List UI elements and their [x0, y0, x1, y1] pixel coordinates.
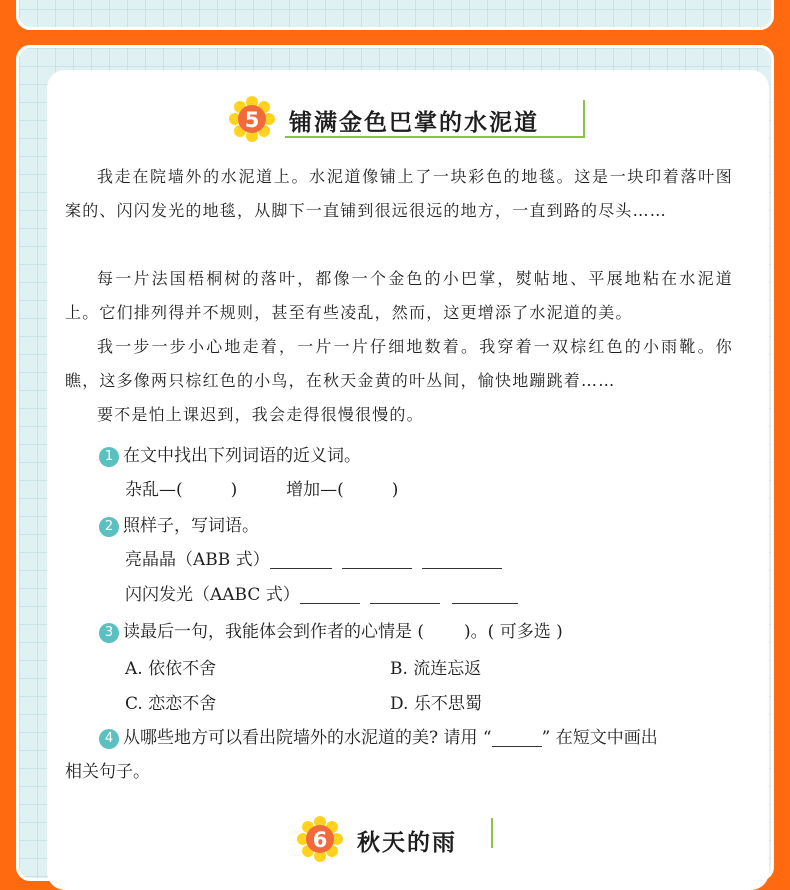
section-number: 5	[244, 108, 260, 132]
exercise-card	[47, 70, 769, 890]
section-panel	[16, 45, 774, 881]
answer-blank[interactable]	[370, 585, 440, 604]
passage-paragraph-2: 每一片法国梧桐树的落叶，都像一个金色的小巴掌，熨帖地、平展地粘在水泥道上。它们排列得并不规则，甚至有些凌乱，然而，这更增添了水泥道的美。	[65, 269, 733, 322]
answer-blank[interactable]	[300, 585, 360, 604]
answer-prompt-a-close: )	[230, 480, 238, 500]
passage-paragraph-4: 要不是怕上课迟到，我会走得很慢很慢的。	[97, 405, 424, 424]
option-d[interactable]: D. 乐不思蜀	[390, 694, 482, 714]
title-underline-cap	[583, 100, 585, 138]
flower-number-icon	[229, 96, 275, 142]
question-2-line-b	[125, 583, 518, 607]
pattern-prompt-a: 亮晶晶（ABB 式）	[125, 550, 270, 570]
question-text-end: ” 在短文中画出	[541, 728, 658, 748]
section-title: 秋天的雨	[357, 830, 457, 856]
option-c[interactable]: C. 恋恋不舍	[125, 694, 217, 714]
title-underline	[285, 136, 585, 138]
question-3	[99, 620, 563, 644]
question-1	[99, 444, 361, 468]
section-number: 6	[312, 828, 328, 852]
question-badge: 4	[99, 729, 119, 749]
question-1-answers	[125, 478, 398, 502]
passage-paragraph-1: 我走在院墙外的水泥道上。水泥道像铺上了一块彩色的地毯。这是一块印着落叶图案的、闪闪发光的地毯，从脚下一直铺到很远很远的地方，一直到路的尽头……	[65, 167, 733, 220]
section-title: 铺满金色巴掌的水泥道	[289, 110, 539, 136]
question-2	[99, 514, 259, 538]
question-badge: 1	[99, 447, 119, 467]
answer-prompt-a: 杂乱—(	[125, 480, 183, 500]
answer-blank[interactable]	[422, 550, 502, 569]
answer-blank[interactable]	[452, 585, 518, 604]
answer-blank[interactable]	[492, 728, 542, 747]
option-b[interactable]: B. 流连忘返	[390, 659, 482, 679]
answer-blank[interactable]	[270, 550, 332, 569]
question-text-end: )。( 可多选 )	[464, 622, 563, 642]
question-badge: 3	[99, 623, 119, 643]
question-text: 照样子，写词语。	[123, 516, 259, 536]
question-text: 在文中找出下列词语的近义词。	[123, 446, 361, 466]
question-2-line-a	[125, 548, 502, 572]
option-a[interactable]: A. 依依不舍	[125, 659, 217, 679]
title-underline-cap	[491, 818, 493, 848]
answer-prompt-b: 增加—(	[286, 480, 344, 500]
flower-number-icon	[297, 816, 343, 862]
answer-prompt-b-close: )	[391, 480, 399, 500]
question-text: 从哪些地方可以看出院墙外的水泥道的美? 请用 “	[123, 728, 492, 748]
question-text: 读最后一句，我能体会到作者的心情是 (	[123, 622, 425, 642]
question-badge: 2	[99, 517, 119, 537]
passage-paragraph-3: 我一步一步小心地走着，一片一片仔细地数着。我穿着一双棕红色的小雨靴。你瞧，这多像两只棕红色的小鸟，在秋天金黄的叶丛间，愉快地蹦跳着……	[65, 337, 733, 390]
previous-section-panel	[16, 0, 774, 30]
question-4	[99, 726, 658, 750]
question-4-line-2: 相关句子。	[65, 762, 150, 782]
pattern-prompt-b: 闪闪发光（AABC 式）	[125, 585, 300, 605]
answer-blank[interactable]	[342, 550, 412, 569]
